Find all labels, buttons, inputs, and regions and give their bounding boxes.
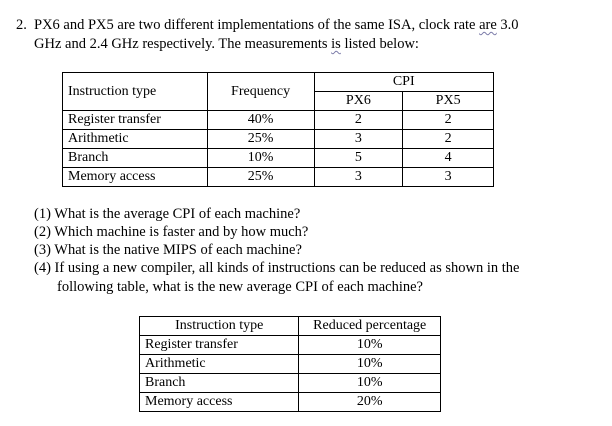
- table-row: [140, 336, 441, 355]
- table-row: [140, 393, 441, 412]
- cell-px6: 2: [314, 111, 403, 130]
- header-cpi: CPI: [314, 73, 494, 92]
- cell-type: Register transfer: [63, 111, 208, 130]
- header-reduced-percentage: Reduced percentage: [299, 317, 441, 336]
- intro-text: GHz and 2.4 GHz respectively. The measurements: [34, 36, 332, 52]
- cell-type: Memory access: [140, 393, 299, 412]
- table-row: [140, 374, 441, 393]
- question-2: (2) Which machine is faster and by how much?: [34, 224, 309, 240]
- table-row: [63, 130, 494, 149]
- cell-px5: 4: [403, 149, 494, 168]
- cell-px5: 3: [403, 168, 494, 187]
- header-px5: PX5: [403, 92, 494, 111]
- cell-reduced: 10%: [299, 374, 441, 393]
- cell-frequency: 10%: [207, 149, 314, 168]
- cell-frequency: 25%: [207, 168, 314, 187]
- intro-line-1: [34, 17, 519, 34]
- intro-text: 3.0: [496, 17, 519, 33]
- question-1: (1) What is the average CPI of each machine?: [34, 206, 301, 222]
- spellcheck-word[interactable]: are: [479, 17, 497, 33]
- cell-reduced: 20%: [299, 393, 441, 412]
- cell-px6: 3: [314, 168, 403, 187]
- question-3: (3) What is the native MIPS of each machine?: [34, 242, 302, 258]
- cell-type: Register transfer: [140, 336, 299, 355]
- intro-text: listed below:: [340, 36, 419, 52]
- cell-px5: 2: [403, 111, 494, 130]
- cell-type: Arithmetic: [140, 355, 299, 374]
- cell-type: Branch: [140, 374, 299, 393]
- problem-number: 2.: [16, 17, 27, 33]
- question-4-line-1: (4) If using a new compiler, all kinds of instructions can be reduced as shown in the: [34, 260, 520, 276]
- cell-reduced: 10%: [299, 355, 441, 374]
- table-row: [63, 111, 494, 130]
- cell-frequency: 25%: [207, 130, 314, 149]
- cell-type: Memory access: [63, 168, 208, 187]
- header-instruction-type: Instruction type: [63, 73, 208, 111]
- cell-type: Arithmetic: [63, 130, 208, 149]
- header-instruction-type: Instruction type: [140, 317, 299, 336]
- cell-px6: 3: [314, 130, 403, 149]
- cell-frequency: 40%: [207, 111, 314, 130]
- header-px6: PX6: [314, 92, 403, 111]
- table-row: [140, 355, 441, 374]
- reduction-table: [139, 316, 441, 412]
- cell-type: Branch: [63, 149, 208, 168]
- cell-px5: 2: [403, 130, 494, 149]
- question-4-line-2: following table, what is the new average CPI of each machine?: [57, 279, 423, 295]
- spellcheck-word[interactable]: is: [331, 36, 341, 52]
- header-frequency: Frequency: [207, 73, 314, 111]
- cell-reduced: 10%: [299, 336, 441, 355]
- intro-line-2: [34, 36, 419, 53]
- table-header-row: [140, 317, 441, 336]
- cell-px6: 5: [314, 149, 403, 168]
- cpi-table: [62, 72, 494, 187]
- table-row: [63, 149, 494, 168]
- intro-text: PX6 and PX5 are two different implementations of the same ISA, clock rate: [34, 17, 480, 33]
- table-row: [63, 168, 494, 187]
